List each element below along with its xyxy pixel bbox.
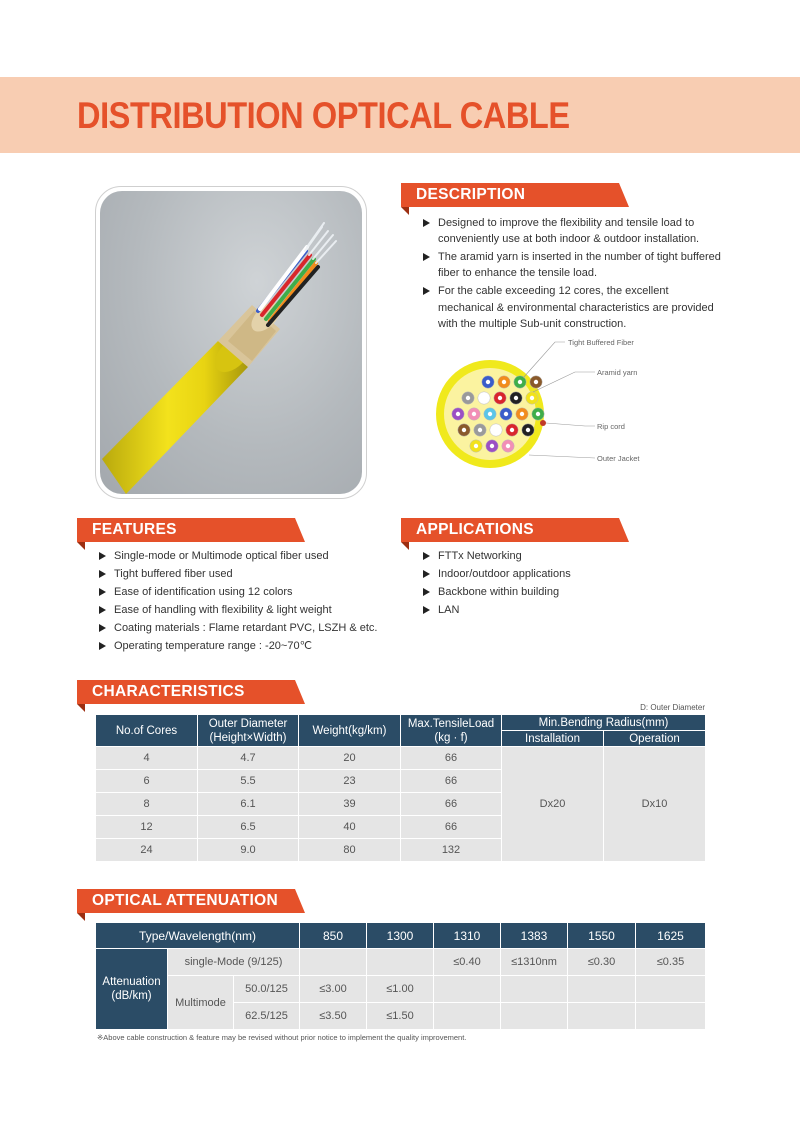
installation-header: Installation <box>502 731 604 747</box>
title-band <box>0 77 800 153</box>
fiber-core <box>498 396 502 400</box>
table-row <box>96 949 706 976</box>
fiber-core <box>514 396 518 400</box>
list-item: Ease of handling with flexibility & light weight <box>99 602 399 618</box>
list-item: The aramid yarn is inserted in the number of tight buffered fiber to enhance the tensile load. <box>423 249 723 281</box>
applications-heading: APPLICATIONS <box>401 518 619 542</box>
wavelength-header: 1383 <box>501 923 568 949</box>
fiber-core <box>456 412 460 416</box>
fiber-core <box>530 396 534 400</box>
fiber-core <box>466 396 470 400</box>
diameter-cell: 9.0 <box>198 839 299 862</box>
cores-cell: 8 <box>96 793 198 816</box>
installation-value-cell: Dx20 <box>502 747 604 862</box>
value-cell: ≤0.35 <box>636 949 706 976</box>
diameter-cell: 6.1 <box>198 793 299 816</box>
cores-cell: 24 <box>96 839 198 862</box>
value-cell <box>501 1003 568 1030</box>
features-list <box>99 548 399 656</box>
outer-diameter-header-line2: (Height×Width) <box>209 731 287 744</box>
fiber-core <box>494 428 498 432</box>
fiber-type-cell: 50.0/125 <box>234 976 300 1003</box>
outer-jacket-label: Outer Jacket <box>597 454 640 463</box>
fiber-core <box>506 444 510 448</box>
page-title: DISTRIBUTION OPTICAL CABLE <box>77 95 570 136</box>
list-item: For the cable exceeding 12 cores, the excellent mechanical & environmental characteristics are provided with the multiple Sub-unit construction. <box>423 283 723 332</box>
multimode-label: Multimode <box>168 976 234 1030</box>
attenuation-label-line2: (dB/km) <box>111 990 152 1002</box>
rip-cord-shape <box>540 420 546 426</box>
list-item: Indoor/outdoor applications <box>423 566 723 582</box>
footnote: ※Above cable construction & feature may be revised without prior notice to implement the quality improvement. <box>97 1033 467 1042</box>
fiber-core <box>534 380 538 384</box>
characteristics-table <box>95 714 706 862</box>
bending-radius-header: Min.Bending Radius(mm) <box>502 715 706 731</box>
value-cell <box>434 976 501 1003</box>
aramid-yarn-label: Aramid yarn <box>597 368 638 377</box>
value-cell <box>636 976 706 1003</box>
list-item: Backbone within building <box>423 584 723 600</box>
characteristics-heading: CHARACTERISTICS <box>77 680 295 704</box>
outer-diameter-header-line1: Outer Diameter <box>208 717 288 730</box>
outer-diameter-header <box>198 715 299 747</box>
list-item: Ease of identification using 12 colors <box>99 584 399 600</box>
fiber-core <box>462 428 466 432</box>
list-item: FTTx Networking <box>423 548 723 564</box>
tensile-cell: 66 <box>401 770 502 793</box>
cores-cell: 6 <box>96 770 198 793</box>
tensile-header-line2: (kg · f) <box>434 731 468 744</box>
weight-cell: 23 <box>299 770 401 793</box>
tight-buffered-fiber-label: Tight Buffered Fiber <box>568 338 634 347</box>
tensile-cell: 132 <box>401 839 502 862</box>
attenuation-row-header <box>96 949 168 1030</box>
value-cell <box>636 1003 706 1030</box>
fiber-core <box>488 412 492 416</box>
value-cell: ≤1310nm <box>501 949 568 976</box>
wavelength-header: 1550 <box>568 923 636 949</box>
tensile-header <box>401 715 502 747</box>
diameter-cell: 5.5 <box>198 770 299 793</box>
value-cell: ≤1.00 <box>367 976 434 1003</box>
fiber-core <box>520 412 524 416</box>
tensile-cell: 66 <box>401 816 502 839</box>
fiber-core <box>504 412 508 416</box>
diameter-cell: 4.7 <box>198 747 299 770</box>
list-item: Designed to improve the flexibility and tensile load to conveniently use at both indoor & outdoor installation. <box>423 215 723 247</box>
value-cell <box>501 976 568 1003</box>
list-item: Tight buffered fiber used <box>99 566 399 582</box>
cable-photo <box>100 191 362 494</box>
optical-attenuation-heading: OPTICAL ATTENUATION <box>77 889 295 913</box>
list-item: Operating temperature range : -20~70℃ <box>99 638 399 654</box>
wavelength-header: 1625 <box>636 923 706 949</box>
applications-list <box>423 548 723 620</box>
fiber-core <box>510 428 514 432</box>
value-cell <box>568 1003 636 1030</box>
list-item: Coating materials : Flame retardant PVC, LSZH & etc. <box>99 620 399 636</box>
diameter-cell: 6.5 <box>198 816 299 839</box>
list-item: Single-mode or Multimode optical fiber used <box>99 548 399 564</box>
fiber-core <box>486 380 490 384</box>
fiber-core <box>482 396 486 400</box>
cable-photo-frame <box>95 186 367 499</box>
weight-header: Weight(kg/km) <box>299 715 401 747</box>
fiber-core <box>502 380 506 384</box>
cable-illustration <box>100 191 362 494</box>
cores-header: No.of Cores <box>96 715 198 747</box>
description-list <box>423 215 723 334</box>
cores-cell: 4 <box>96 747 198 770</box>
table-row <box>96 747 706 770</box>
wavelength-header: 1300 <box>367 923 434 949</box>
fiber-core <box>518 380 522 384</box>
operation-value-cell: Dx10 <box>604 747 706 862</box>
fiber-type-cell: 62.5/125 <box>234 1003 300 1030</box>
single-mode-label: single-Mode (9/125) <box>168 949 300 976</box>
weight-cell: 20 <box>299 747 401 770</box>
fiber-core <box>478 428 482 432</box>
tensile-header-line1: Max.TensileLoad <box>407 717 495 730</box>
value-cell <box>434 1003 501 1030</box>
outer-diameter-note: D: Outer Diameter <box>640 703 705 712</box>
wavelength-header: 850 <box>300 923 367 949</box>
value-cell: ≤3.00 <box>300 976 367 1003</box>
cable-cross-section-diagram <box>425 330 685 470</box>
value-cell: ≤0.40 <box>434 949 501 976</box>
list-item: LAN <box>423 602 723 618</box>
fiber-core <box>472 412 476 416</box>
wavelength-header: 1310 <box>434 923 501 949</box>
weight-cell: 40 <box>299 816 401 839</box>
fiber-core <box>490 444 494 448</box>
fiber-core <box>474 444 478 448</box>
features-heading: FEATURES <box>77 518 295 542</box>
operation-header: Operation <box>604 731 706 747</box>
fiber-core <box>526 428 530 432</box>
attenuation-table <box>95 922 706 1030</box>
value-cell <box>367 949 434 976</box>
value-cell: ≤1.50 <box>367 1003 434 1030</box>
type-wavelength-header: Type/Wavelength(nm) <box>96 923 300 949</box>
rip-cord-label: Rip cord <box>597 422 625 431</box>
attenuation-label-line1: Attenuation <box>102 976 161 988</box>
weight-cell: 39 <box>299 793 401 816</box>
value-cell: ≤0.30 <box>568 949 636 976</box>
tensile-cell: 66 <box>401 793 502 816</box>
cores-cell: 12 <box>96 816 198 839</box>
table-row <box>96 976 706 1003</box>
value-cell <box>300 949 367 976</box>
fiber-core <box>536 412 540 416</box>
value-cell: ≤3.50 <box>300 1003 367 1030</box>
value-cell <box>568 976 636 1003</box>
description-heading: DESCRIPTION <box>401 183 619 207</box>
tensile-cell: 66 <box>401 747 502 770</box>
weight-cell: 80 <box>299 839 401 862</box>
